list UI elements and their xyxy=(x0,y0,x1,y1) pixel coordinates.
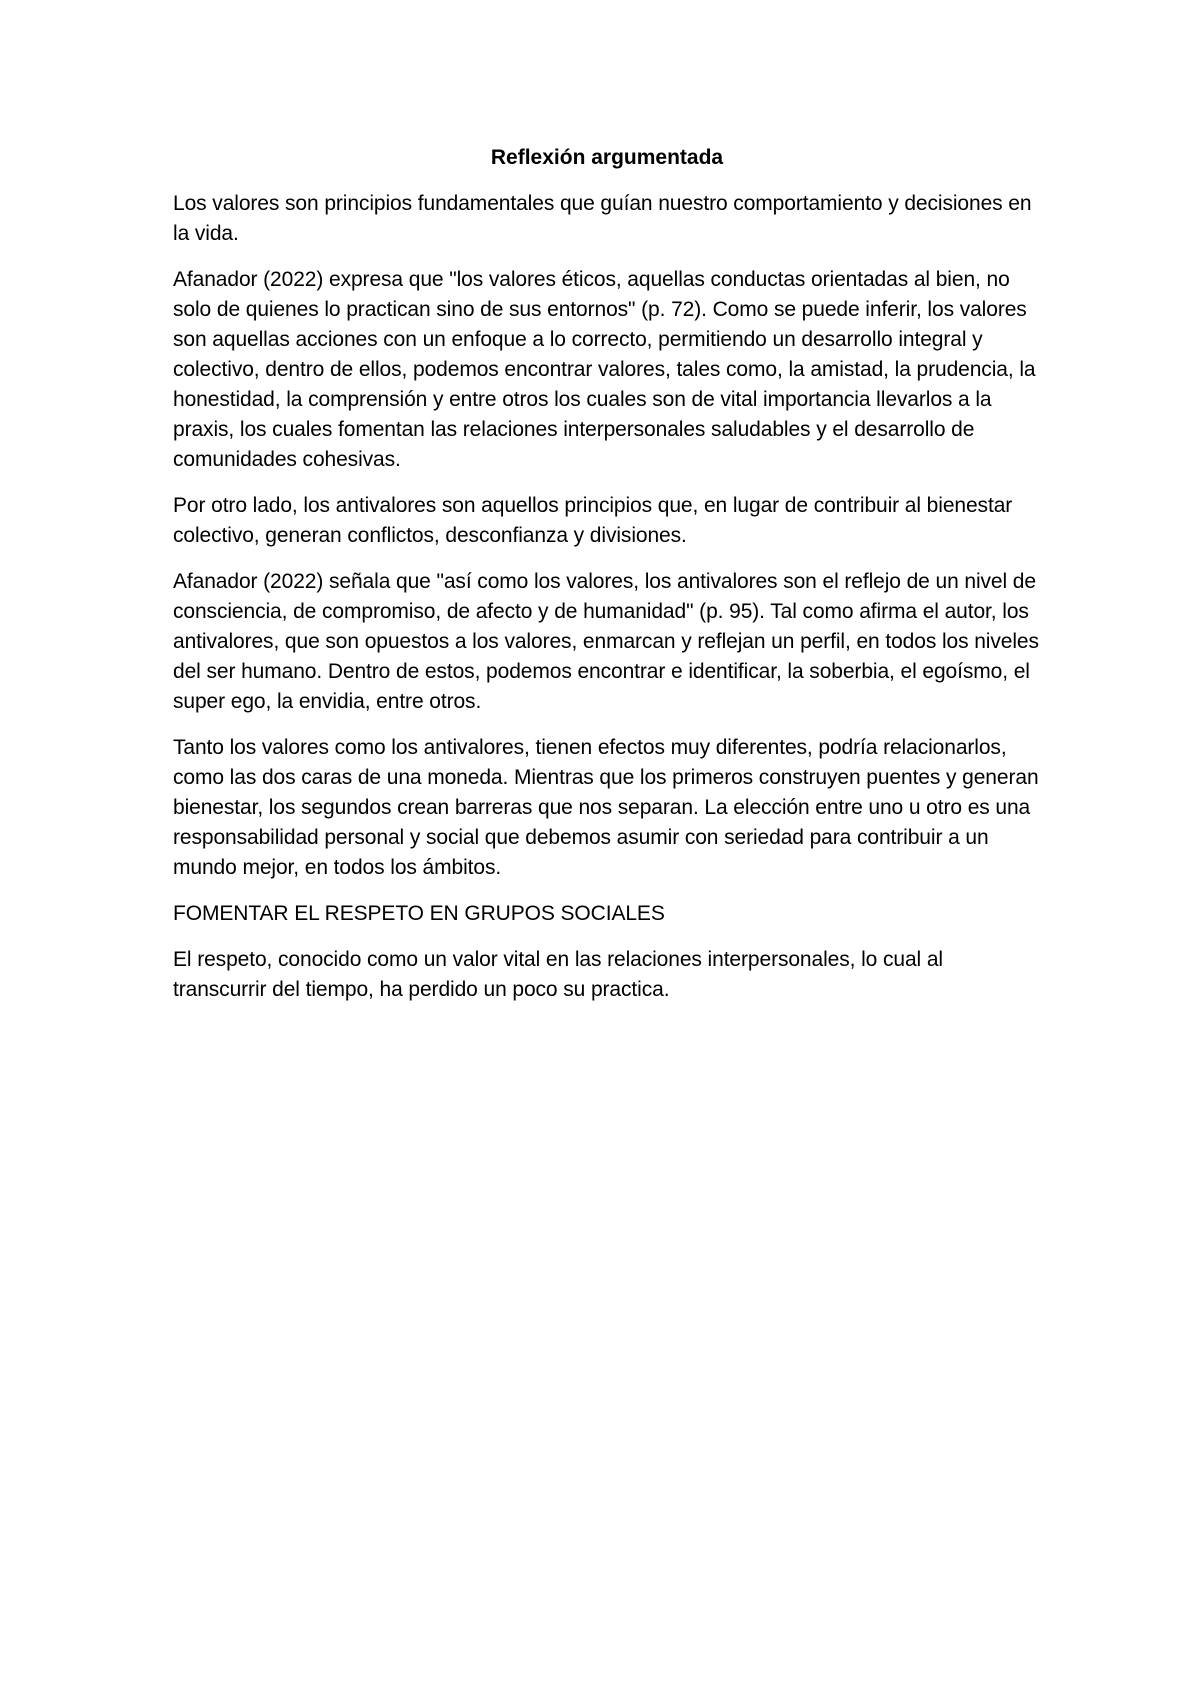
paragraph-respeto: El respeto, conocido como un valor vital en las relaciones interpersonales, lo cual al transcurrir del tiempo, ha perdido un poco su practica. xyxy=(173,948,943,1001)
document-body xyxy=(173,143,1041,1021)
section-heading-respeto: FOMENTAR EL RESPETO EN GRUPOS SOCIALES xyxy=(173,902,665,925)
paragraph-antivalores-intro: Por otro lado, los antivalores son aquellos principios que, en lugar de contribuir al bienestar colectivo, generan conflictos, desconfianza y divisiones. xyxy=(173,494,1013,547)
paragraph-antivalores: Afanador (2022) señala que "así como los valores, los antivalores son el reflejo de un nivel de consciencia, de compromiso, de afecto y de humanidad" (p. 95). Tal como afirma el autor, los antivalores, que son opuestos a los valores, enmarcan y reflejan un perfil, en todos los niveles del ser humano. Dentro de estos, podemos encontrar e identificar, la soberbia, el egoísmo, el super ego, la envidia, entre otros. xyxy=(173,570,1039,713)
paragraph-intro: Los valores son principios fundamentales que guían nuestro comportamiento y decisiones en la vida. xyxy=(173,192,1032,245)
paragraph-conclusion: Tanto los valores como los antivalores, tienen efectos muy diferentes, podría relacionarlos, como las dos caras de una moneda. Mientras que los primeros construyen puentes y generan bienestar, los segundos crean barreras que nos separan. La elección entre uno u otro es una responsabilidad personal y social que debemos asumir con seriedad para contribuir a un mundo mejor, en todos los ámbitos. xyxy=(173,736,1039,879)
document-title: Reflexión argumentada xyxy=(490,146,724,169)
paragraph-valores: Afanador (2022) expresa que "los valores éticos, aquellas conductas orientadas al bien, no solo de quienes lo practican sino de sus entornos" (p. 72). Como se puede inferir, los valores son aquellas acciones con un enfoque a lo correcto, permitiendo un desarrollo integral y colectivo, dentro de ellos, podemos encontrar valores, tales como, la amistad, la prudencia, la honestidad, la comprensión y entre otros los cuales son de vital importancia llevarlos a la praxis, los cuales fomentan las relaciones interpersonales saludables y el desarrollo de comunidades cohesivas. xyxy=(173,268,1036,471)
